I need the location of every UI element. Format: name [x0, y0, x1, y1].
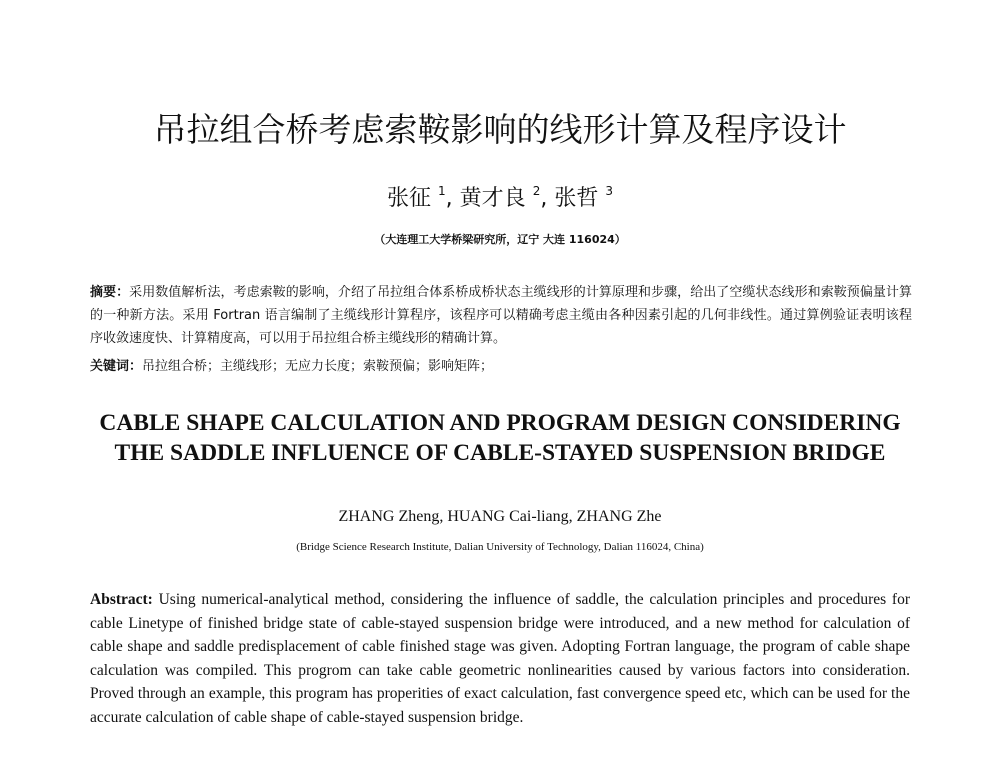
author-affiliation-mark: 3	[605, 184, 613, 198]
chinese-keywords	[90, 355, 912, 378]
english-abstract-text: Using numerical-analytical method, considering the influence of saddle, the calculation principles and procedures for cable Linetype of finished bridge state of cable-stayed suspension bridge were introduced, and a new method for calculation of cable shape and saddle predisplacement of cable finished stage was given. Adopting Fortran language, the program of cable shape calculation was compiled. This progrom can take cable geometric nonlinearities caused by various factors into consideration. Proved through an example, this program has properities of exact calculation, fast convergence speed etc, which can be used for the accurate calculation of cable shape of cable-stayed suspension bridge.	[90, 591, 910, 726]
chinese-authors	[0, 184, 1000, 214]
chinese-abstract-label: 摘要：	[90, 285, 130, 300]
english-title	[0, 408, 1000, 468]
author-name: 张哲	[554, 186, 599, 211]
chinese-abstract-text: 采用数值解析法，考虑索鞍的影响，介绍了吊拉组合体系桥成桥状态主缆线形的计算原理和步骤，给出了空缆状态线形和索鞍预偏量计算的一种新方法。采用 Fortran 语言编制了主缆线形计算程序，该程序可以精确考虑主缆由各种因素引起的几何非线性。通过算例验证表明该程序收敛速度快、计算精度高，可以用于吊拉组合桥主缆线形的精确计算。	[90, 285, 912, 346]
chinese-keywords-label: 关键词：	[90, 359, 143, 374]
english-abstract	[90, 588, 910, 730]
author-affiliation-mark: 1	[438, 184, 446, 198]
english-authors: ZHANG Zheng, HUANG Cai-liang, ZHANG Zhe	[338, 508, 662, 525]
author-affiliation-mark: 2	[532, 184, 541, 198]
english-abstract-label: Abstract:	[90, 591, 153, 608]
english-title-line: CABLE SHAPE CALCULATION AND PROGRAM DESIGN CONSIDERING	[99, 410, 901, 436]
author-separator: ,	[445, 186, 460, 211]
chinese-keywords-text: 吊拉组合桥；主缆线形；无应力长度；索鞍预偏；影响矩阵；	[142, 359, 494, 374]
chinese-title: 吊拉组合桥考虑索鞍影响的线形计算及程序设计	[153, 110, 847, 149]
author-separator: ,	[540, 186, 555, 211]
chinese-abstract	[90, 281, 912, 350]
chinese-affiliation: （大连理工大学桥梁研究所，辽宁 大连 116024）	[374, 233, 626, 246]
author-name: 张征	[387, 186, 432, 211]
author-name: 黄才良	[459, 186, 526, 211]
english-affiliation: (Bridge Science Research Institute, Dalian University of Technology, Dalian 116024, China)	[296, 541, 704, 553]
english-title-line: THE SADDLE INFLUENCE OF CABLE-STAYED SUSPENSION BRIDGE	[114, 440, 886, 466]
